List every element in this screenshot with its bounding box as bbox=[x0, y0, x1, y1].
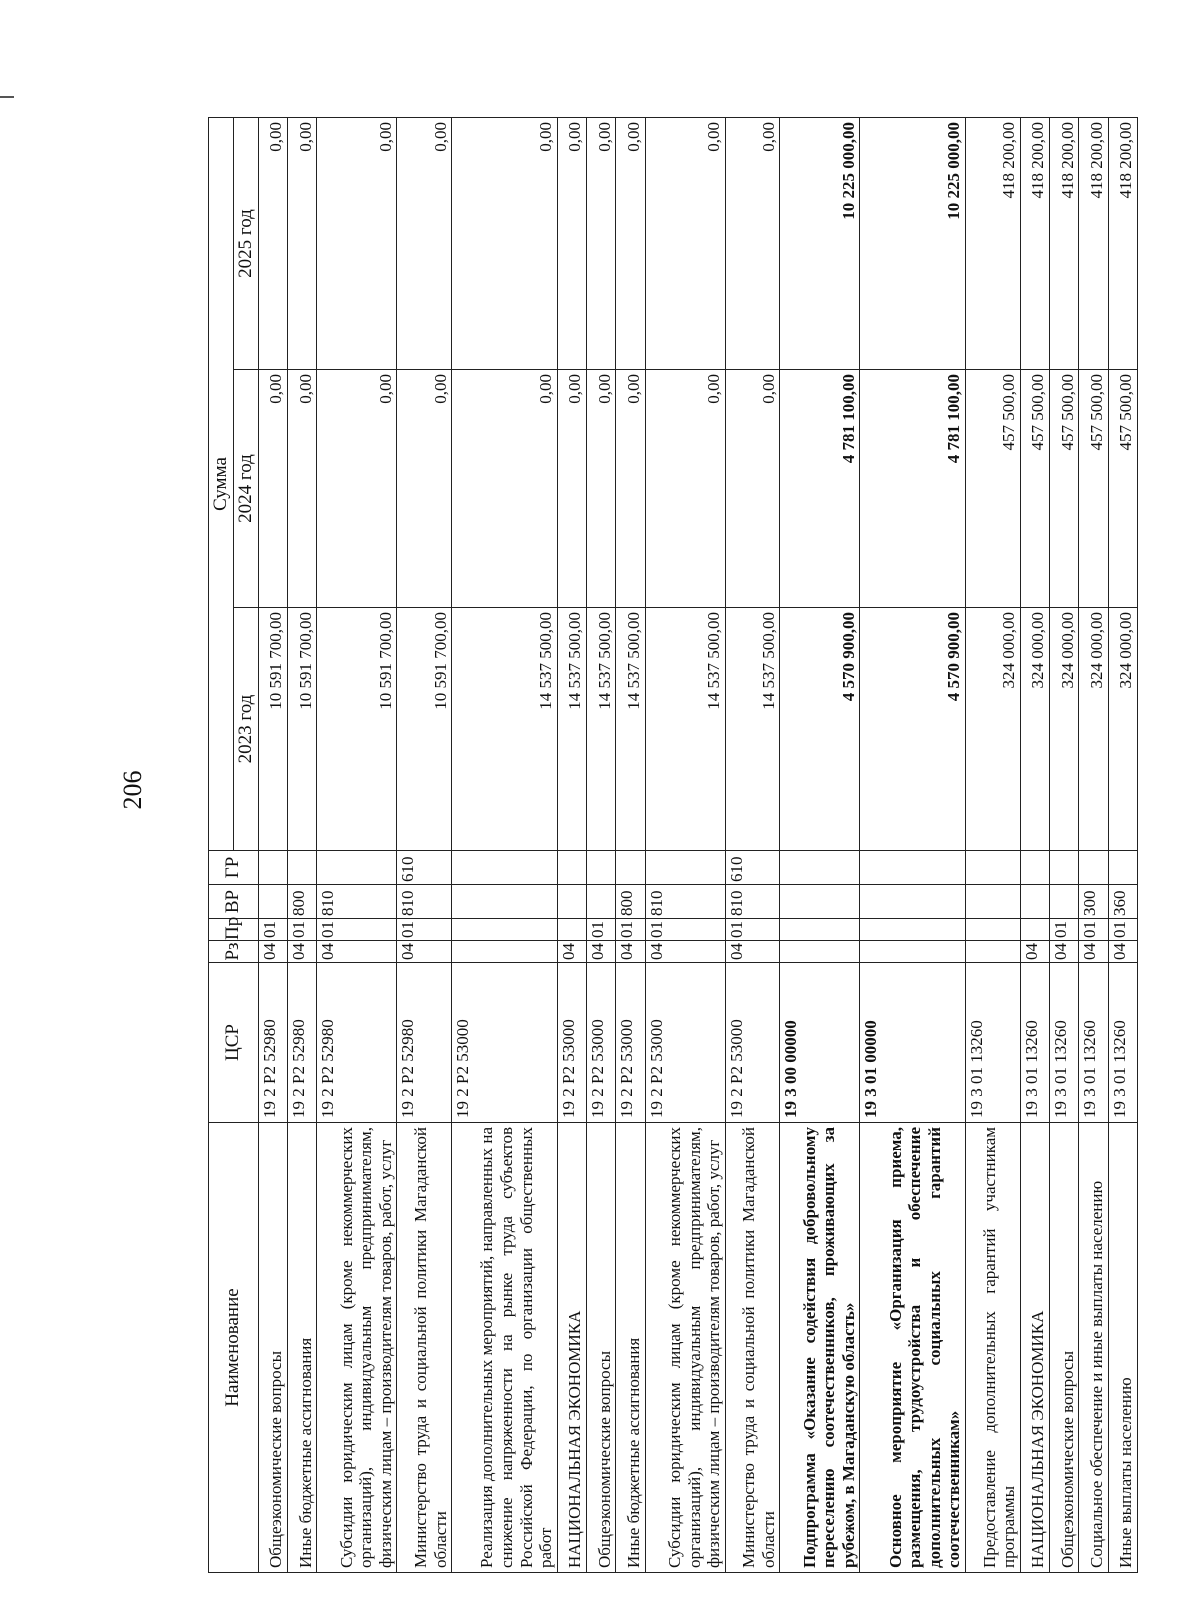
row-rz: 04 bbox=[616, 941, 645, 963]
row-rz: 04 bbox=[1049, 941, 1078, 963]
row-rz bbox=[860, 941, 966, 963]
row-pr: 01 bbox=[616, 919, 645, 941]
row-csr: 19 2 Р2 53000 bbox=[725, 963, 780, 1123]
row-2023: 324 000,00 bbox=[1079, 608, 1108, 851]
row-pr: 01 bbox=[397, 919, 452, 941]
budget-table bbox=[208, 117, 1138, 1573]
row-gr bbox=[557, 851, 586, 885]
row-csr: 19 2 Р2 53000 bbox=[616, 963, 645, 1123]
row-2024: 0,00 bbox=[725, 370, 780, 608]
row-name: Реализация дополнительных мероприятий, направленных на снижение напряженности на рынке труда субъектов Российской Федерации, по организации общественных работ bbox=[452, 1123, 558, 1573]
row-2024: 0,00 bbox=[645, 370, 725, 608]
row-csr: 19 3 01 13260 bbox=[1049, 963, 1078, 1123]
row-name: Иные бюджетные ассигнования bbox=[287, 1123, 316, 1573]
row-2024: 0,00 bbox=[317, 370, 397, 608]
row-vr: 800 bbox=[616, 885, 645, 919]
row-name: Общеэкономические вопросы bbox=[586, 1123, 615, 1573]
table-row bbox=[317, 118, 397, 1573]
row-csr: 19 2 Р2 53000 bbox=[452, 963, 558, 1123]
table-row bbox=[616, 118, 645, 1573]
row-gr bbox=[287, 851, 316, 885]
table-row bbox=[1108, 118, 1137, 1573]
row-csr: 19 3 01 13260 bbox=[965, 963, 1020, 1123]
row-csr: 19 2 Р2 53000 bbox=[586, 963, 615, 1123]
table-row bbox=[645, 118, 725, 1573]
row-name: Субсидии юридическим лицам (кроме некоммерческих организаций), индивидуальным предпринимателям, физическим лицам – производителям товаров, работ, услуг bbox=[645, 1123, 725, 1573]
row-name: Социальное обеспечение и иные выплаты населению bbox=[1079, 1123, 1108, 1573]
row-vr bbox=[586, 885, 615, 919]
row-vr bbox=[452, 885, 558, 919]
row-2023: 324 000,00 bbox=[965, 608, 1020, 851]
row-2023: 10 591 700,00 bbox=[317, 608, 397, 851]
row-csr: 19 2 Р2 52980 bbox=[258, 963, 287, 1123]
row-pr bbox=[860, 919, 966, 941]
row-pr: 01 bbox=[725, 919, 780, 941]
table-row bbox=[557, 118, 586, 1573]
row-vr bbox=[1020, 885, 1049, 919]
row-2024: 0,00 bbox=[586, 370, 615, 608]
row-rz: 04 bbox=[258, 941, 287, 963]
row-pr: 01 bbox=[1049, 919, 1078, 941]
row-pr bbox=[965, 919, 1020, 941]
row-vr: 300 bbox=[1079, 885, 1108, 919]
row-gr bbox=[860, 851, 966, 885]
row-gr bbox=[965, 851, 1020, 885]
row-2024: 457 500,00 bbox=[1108, 370, 1137, 608]
header-2024: 2024 год bbox=[233, 370, 258, 608]
row-2025: 418 200,00 bbox=[1020, 118, 1049, 370]
row-vr bbox=[860, 885, 966, 919]
row-rz: 04 bbox=[557, 941, 586, 963]
row-2024: 0,00 bbox=[616, 370, 645, 608]
row-2023: 10 591 700,00 bbox=[258, 608, 287, 851]
row-2023: 324 000,00 bbox=[1108, 608, 1137, 851]
row-pr bbox=[780, 919, 860, 941]
row-rz bbox=[780, 941, 860, 963]
row-pr: 01 bbox=[258, 919, 287, 941]
row-name: Субсидии юридическим лицам (кроме некоммерческих организаций), индивидуальным предпринимателям, физическим лицам – производителям товаров, работ, услуг bbox=[317, 1123, 397, 1573]
row-rz bbox=[452, 941, 558, 963]
row-2023: 10 591 700,00 bbox=[287, 608, 316, 851]
row-2025: 10 225 000,00 bbox=[780, 118, 860, 370]
table-row bbox=[1049, 118, 1078, 1573]
row-2023: 324 000,00 bbox=[1049, 608, 1078, 851]
table-body bbox=[258, 118, 1137, 1573]
row-2025: 0,00 bbox=[287, 118, 316, 370]
row-2025: 0,00 bbox=[725, 118, 780, 370]
row-csr: 19 2 Р2 53000 bbox=[557, 963, 586, 1123]
row-2023: 14 537 500,00 bbox=[645, 608, 725, 851]
row-2023: 4 570 900,00 bbox=[860, 608, 966, 851]
row-rz: 04 bbox=[1108, 941, 1137, 963]
row-2023: 4 570 900,00 bbox=[780, 608, 860, 851]
row-gr bbox=[1020, 851, 1049, 885]
row-2023: 324 000,00 bbox=[1020, 608, 1049, 851]
row-pr: 01 bbox=[645, 919, 725, 941]
row-name: Общеэкономические вопросы bbox=[258, 1123, 287, 1573]
header-sum: Сумма bbox=[209, 118, 234, 851]
row-2023: 10 591 700,00 bbox=[397, 608, 452, 851]
row-2024: 457 500,00 bbox=[1049, 370, 1078, 608]
row-2023: 14 537 500,00 bbox=[452, 608, 558, 851]
header-2025: 2025 год bbox=[233, 118, 258, 370]
row-rz: 04 bbox=[287, 941, 316, 963]
row-vr: 810 bbox=[645, 885, 725, 919]
row-csr: 19 3 00 00000 bbox=[780, 963, 860, 1123]
row-pr: 01 bbox=[317, 919, 397, 941]
row-name: Министерство труда и социальной политики Магаданской области bbox=[397, 1123, 452, 1573]
row-2025: 418 200,00 bbox=[1108, 118, 1137, 370]
row-name: Иные выплаты населению bbox=[1108, 1123, 1137, 1573]
row-2024: 0,00 bbox=[557, 370, 586, 608]
row-2024: 457 500,00 bbox=[965, 370, 1020, 608]
row-2025: 418 200,00 bbox=[1049, 118, 1078, 370]
row-pr: 01 bbox=[586, 919, 615, 941]
row-gr bbox=[586, 851, 615, 885]
table-row bbox=[586, 118, 615, 1573]
table-row bbox=[725, 118, 780, 1573]
row-2024: 4 781 100,00 bbox=[780, 370, 860, 608]
header-pr: Пр bbox=[209, 919, 259, 941]
table-row bbox=[452, 118, 558, 1573]
row-rz bbox=[965, 941, 1020, 963]
header-csr: ЦСР bbox=[209, 963, 259, 1123]
table-row bbox=[965, 118, 1020, 1573]
row-2025: 0,00 bbox=[258, 118, 287, 370]
row-2025: 418 200,00 bbox=[1079, 118, 1108, 370]
row-csr: 19 3 01 00000 bbox=[860, 963, 966, 1123]
header-2023: 2023 год bbox=[233, 608, 258, 851]
row-2024: 0,00 bbox=[452, 370, 558, 608]
row-vr: 810 bbox=[725, 885, 780, 919]
table-row bbox=[397, 118, 452, 1573]
row-csr: 19 3 01 13260 bbox=[1020, 963, 1049, 1123]
row-gr: 610 bbox=[397, 851, 452, 885]
row-2025: 0,00 bbox=[397, 118, 452, 370]
row-csr: 19 2 Р2 52980 bbox=[397, 963, 452, 1123]
header-gr: ГР bbox=[209, 851, 259, 885]
row-2023: 14 537 500,00 bbox=[557, 608, 586, 851]
row-vr bbox=[557, 885, 586, 919]
row-gr bbox=[780, 851, 860, 885]
row-vr: 800 bbox=[287, 885, 316, 919]
row-vr bbox=[780, 885, 860, 919]
row-name: Общеэкономические вопросы bbox=[1049, 1123, 1078, 1573]
row-vr: 360 bbox=[1108, 885, 1137, 919]
row-gr bbox=[1049, 851, 1078, 885]
row-rz: 04 bbox=[397, 941, 452, 963]
header-rz: Рз bbox=[209, 941, 259, 963]
row-name: НАЦИОНАЛЬНАЯ ЭКОНОМИКА bbox=[557, 1123, 586, 1573]
row-2024: 457 500,00 bbox=[1020, 370, 1049, 608]
row-2024: 457 500,00 bbox=[1079, 370, 1108, 608]
row-2023: 14 537 500,00 bbox=[616, 608, 645, 851]
row-name: Министерство труда и социальной политики Магаданской области bbox=[725, 1123, 780, 1573]
row-2025: 0,00 bbox=[616, 118, 645, 370]
row-pr: 01 bbox=[287, 919, 316, 941]
row-csr: 19 2 Р2 52980 bbox=[317, 963, 397, 1123]
row-gr bbox=[258, 851, 287, 885]
row-vr: 810 bbox=[397, 885, 452, 919]
row-vr bbox=[258, 885, 287, 919]
table-row bbox=[1079, 118, 1108, 1573]
row-rz: 04 bbox=[645, 941, 725, 963]
row-pr: 01 bbox=[1079, 919, 1108, 941]
row-csr: 19 2 Р2 53000 bbox=[645, 963, 725, 1123]
row-name: НАЦИОНАЛЬНАЯ ЭКОНОМИКА bbox=[1020, 1123, 1049, 1573]
row-gr bbox=[1079, 851, 1108, 885]
row-csr: 19 3 01 13260 bbox=[1108, 963, 1137, 1123]
row-csr: 19 3 01 13260 bbox=[1079, 963, 1108, 1123]
page-number: 206 bbox=[118, 770, 147, 810]
row-pr bbox=[557, 919, 586, 941]
row-name: Предоставление дополнительных гарантий участникам программы bbox=[965, 1123, 1020, 1573]
header-vr: ВР bbox=[209, 885, 259, 919]
row-name: Подпрограмма «Оказание содействия добровольному переселению соотечественников, проживающих за рубежом, в Магаданскую область» bbox=[780, 1123, 860, 1573]
row-pr: 01 bbox=[1108, 919, 1137, 941]
row-pr bbox=[1020, 919, 1049, 941]
row-gr bbox=[1108, 851, 1137, 885]
row-rz: 04 bbox=[317, 941, 397, 963]
scan-edge-mark bbox=[0, 96, 14, 98]
row-csr: 19 2 Р2 52980 bbox=[287, 963, 316, 1123]
row-rz: 04 bbox=[586, 941, 615, 963]
row-2024: 0,00 bbox=[258, 370, 287, 608]
table-row bbox=[287, 118, 316, 1573]
row-rz: 04 bbox=[1020, 941, 1049, 963]
row-2025: 0,00 bbox=[452, 118, 558, 370]
row-2024: 0,00 bbox=[397, 370, 452, 608]
row-2025: 10 225 000,00 bbox=[860, 118, 966, 370]
row-2025: 0,00 bbox=[645, 118, 725, 370]
row-2023: 14 537 500,00 bbox=[586, 608, 615, 851]
row-vr bbox=[965, 885, 1020, 919]
table-row bbox=[1020, 118, 1049, 1573]
table-row bbox=[780, 118, 860, 1573]
rotated-table-container bbox=[208, 118, 1138, 1573]
row-2024: 0,00 bbox=[287, 370, 316, 608]
row-vr bbox=[1049, 885, 1078, 919]
row-name: Иные бюджетные ассигнования bbox=[616, 1123, 645, 1573]
row-2024: 4 781 100,00 bbox=[860, 370, 966, 608]
row-pr bbox=[452, 919, 558, 941]
row-gr bbox=[616, 851, 645, 885]
row-2025: 0,00 bbox=[317, 118, 397, 370]
row-gr bbox=[452, 851, 558, 885]
row-2025: 0,00 bbox=[557, 118, 586, 370]
table-row bbox=[258, 118, 287, 1573]
row-gr bbox=[317, 851, 397, 885]
row-2025: 418 200,00 bbox=[965, 118, 1020, 370]
row-rz: 04 bbox=[725, 941, 780, 963]
header-name: Наименование bbox=[209, 1123, 259, 1573]
row-2023: 14 537 500,00 bbox=[725, 608, 780, 851]
row-rz: 04 bbox=[1079, 941, 1108, 963]
row-name: Основное мероприятие «Организация приема, размещения, трудоустройства и обеспечение дополнительных социальных гарантий соотечественникам» bbox=[860, 1123, 966, 1573]
row-gr: 610 bbox=[725, 851, 780, 885]
row-gr bbox=[645, 851, 725, 885]
row-2025: 0,00 bbox=[586, 118, 615, 370]
row-vr: 810 bbox=[317, 885, 397, 919]
table-row bbox=[860, 118, 966, 1573]
